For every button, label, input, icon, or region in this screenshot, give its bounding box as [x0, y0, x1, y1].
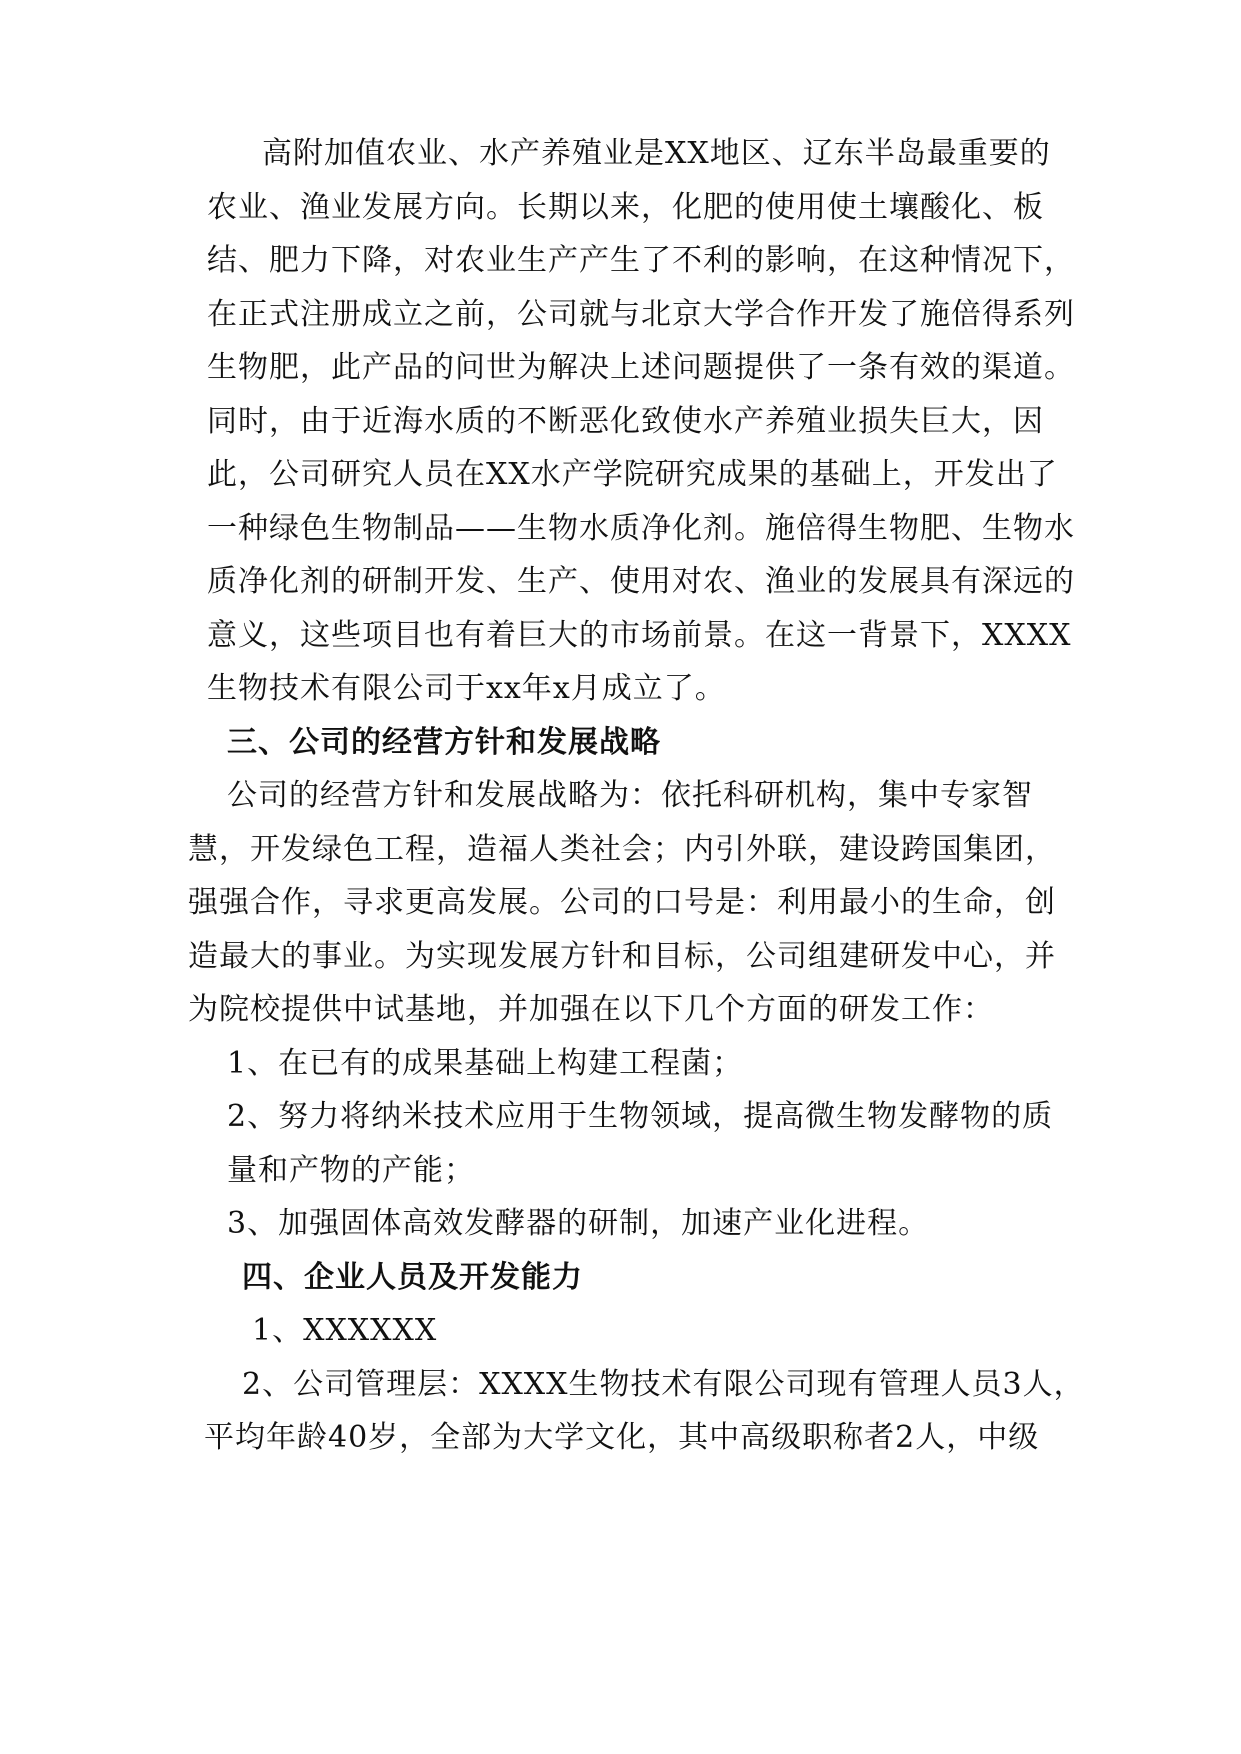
list-item: 1、XXXXXX — [252, 1313, 438, 1348]
intro-line: 高附加值农业、水产养殖业是XX地区、辽东半岛最重要的 — [262, 136, 1051, 171]
list-item: 2、公司管理层：XXXX生物技术有限公司现有管理人员3人， — [242, 1367, 1085, 1402]
strategy-line: 慧，开发绿色工程，造福人类社会；内引外联，建设跨国集团， — [188, 832, 1056, 867]
list-item: 2、努力将纳米技术应用于生物领域，提高微生物发酵物的质 — [227, 1099, 1054, 1134]
strategy-line: 强强合作，寻求更高发展。公司的口号是：利用最小的生命，创 — [188, 885, 1056, 920]
list-item: 量和产物的产能； — [227, 1153, 475, 1188]
intro-line: 此，公司研究人员在XX水产学院研究成果的基础上，开发出了 — [207, 457, 1058, 492]
intro-line: 在正式注册成立之前，公司就与北京大学合作开发了施倍得系列 — [207, 297, 1075, 332]
section-heading-strategy: 三、公司的经营方针和发展战略 — [227, 725, 661, 760]
intro-line: 一种绿色生物制品——生物水质净化剂。施倍得生物肥、生物水 — [207, 511, 1075, 546]
strategy-line: 为院校提供中试基地，并加强在以下几个方面的研发工作： — [188, 992, 994, 1027]
intro-line: 生物肥，此产品的问世为解决上述问题提供了一条有效的渠道。 — [207, 350, 1075, 385]
intro-line: 质净化剂的研制开发、生产、使用对农、渔业的发展具有深远的 — [207, 564, 1075, 599]
intro-line: 结、肥力下降，对农业生产产生了不利的影响，在这种情况下， — [207, 243, 1075, 278]
strategy-line: 公司的经营方针和发展战略为：依托科研机构，集中专家智 — [227, 778, 1033, 813]
list-item: 3、加强固体高效发酵器的研制，加速产业化进程。 — [227, 1206, 930, 1241]
intro-line: 意义，这些项目也有着巨大的市场前景。在这一背景下，XXXX — [207, 618, 1072, 653]
intro-line: 同时，由于近海水质的不断恶化致使水产养殖业损失巨大，因 — [207, 404, 1044, 439]
list-item: 1、在已有的成果基础上构建工程菌； — [227, 1046, 744, 1081]
strategy-line: 造最大的事业。为实现发展方针和目标，公司组建研发中心，并 — [188, 939, 1056, 974]
section-heading-personnel: 四、企业人员及开发能力 — [242, 1260, 583, 1295]
intro-line: 农业、渔业发展方向。长期以来，化肥的使用使土壤酸化、板 — [207, 190, 1044, 225]
intro-line: 生物技术有限公司于xx年x月成立了。 — [207, 671, 726, 706]
list-item: 平均年龄40岁，全部为大学文化，其中高级职称者2人，中级 — [204, 1420, 1040, 1455]
